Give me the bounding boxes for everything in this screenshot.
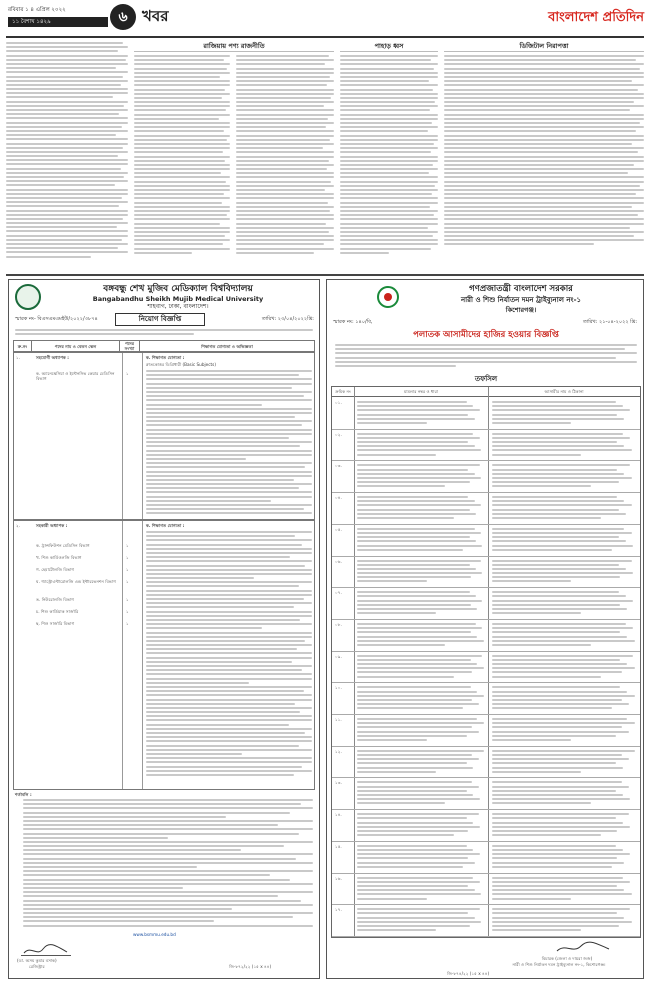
post-1-qual-text bbox=[146, 370, 312, 518]
brand-logo bbox=[520, 4, 644, 32]
tribunal-location: কিশোরগঞ্জ। bbox=[505, 306, 537, 314]
schedule-row-text bbox=[492, 781, 636, 808]
post-block-2 bbox=[13, 520, 315, 790]
post-2-number: ২. bbox=[16, 523, 21, 528]
article-heading-3 bbox=[340, 40, 438, 52]
schedule-row-text bbox=[357, 686, 485, 713]
page-number-badge bbox=[110, 4, 136, 30]
schedule-row-text bbox=[492, 528, 636, 555]
schedule-row-number: ০৬. bbox=[335, 558, 342, 564]
schedule-row-text bbox=[357, 623, 485, 650]
schedule-row-text bbox=[492, 686, 636, 713]
schedule-row-number: ১০. bbox=[335, 685, 342, 691]
date-line-2 bbox=[8, 17, 108, 27]
tribunal-signer-office: নারী ও শিশু নির্যাতন দমন ট্রাইব্যুনাল নং-১, কিশোরগঞ্জ। bbox=[512, 962, 606, 967]
notice-title bbox=[115, 313, 205, 326]
schedule-row bbox=[332, 874, 640, 906]
schedule-row bbox=[332, 557, 640, 589]
schedule-header-no: ক্রমিক নং bbox=[335, 389, 351, 394]
recruitment-table bbox=[13, 340, 315, 352]
schedule-row bbox=[332, 430, 640, 462]
university-title-en: Bangabandhu Sheikh Mujib Medical University bbox=[92, 295, 264, 303]
schedule-row-text bbox=[357, 845, 485, 872]
schedule-row-number: ১৩. bbox=[335, 780, 342, 786]
dept-2-count: ১ bbox=[126, 555, 129, 560]
government-emblem bbox=[377, 286, 399, 308]
tribunal-signer-title: বিচারক (জেলা ও দায়রা জজ) bbox=[541, 956, 593, 961]
schedule-row-text bbox=[357, 655, 485, 682]
news-bottom-rule bbox=[6, 274, 644, 276]
schedule-row-text bbox=[357, 813, 485, 840]
schedule-row bbox=[332, 905, 640, 937]
article-column-2a bbox=[134, 55, 230, 268]
article-column-3 bbox=[340, 55, 438, 268]
schedule-row bbox=[332, 747, 640, 779]
tribunal-name: নারী ও শিশু নির্যাতন দমন ট্রাইব্যুনাল নং-১ bbox=[460, 296, 582, 304]
post-2-qual-heading: ক. শিক্ষাগত যোগ্যতা : bbox=[146, 523, 185, 528]
notice-date: তারিখ: ২৩/০৪/২০২২খ্রি: bbox=[261, 316, 314, 322]
schedule-row-number: ০১. bbox=[335, 400, 342, 405]
schedule-row-text bbox=[357, 528, 485, 555]
schedule-row-number: ১২. bbox=[335, 748, 342, 754]
heading-2-text: রাজিয়ায় পণ্য রাজনীতি bbox=[203, 42, 265, 50]
schedule-row-text bbox=[357, 781, 485, 808]
schedule-row bbox=[332, 588, 640, 620]
signer-title: রেজিস্ট্রার bbox=[29, 964, 45, 969]
dept-4-count: ১ bbox=[126, 579, 129, 584]
schedule-row bbox=[332, 398, 640, 430]
university-address: শাহবাগ, ঢাকা, বাংলাদেশ। bbox=[147, 303, 209, 310]
dept-3-count: ১ bbox=[126, 567, 129, 572]
post-block-1 bbox=[13, 352, 315, 520]
ad-code-left: জি-৮৭২/২২ (১৫ x ৪৪) bbox=[229, 964, 272, 969]
schedule-row bbox=[332, 778, 640, 810]
post-2-qual-text bbox=[146, 531, 312, 786]
recruitment-ad bbox=[8, 279, 320, 979]
dept-5-count: ১ bbox=[126, 597, 129, 602]
schedule-row-text bbox=[492, 591, 636, 618]
schedule-row-text bbox=[492, 464, 636, 491]
schedule-row-text bbox=[357, 908, 485, 935]
dept-6-count: ১ bbox=[126, 609, 129, 614]
schedule-row-text bbox=[492, 877, 636, 904]
schedule-row-text bbox=[357, 591, 485, 618]
schedule-row bbox=[332, 842, 640, 874]
schedule-row-text bbox=[492, 813, 636, 840]
schedule-row-text bbox=[492, 401, 636, 428]
schedule-row-text bbox=[357, 718, 485, 745]
university-title-bn: বঙ্গবন্ধু শেখ মুজিব মেডিক্যাল বিশ্ববিদ্যালয় bbox=[103, 284, 253, 294]
section-label: খবর bbox=[142, 7, 169, 25]
schedule-row-text bbox=[492, 496, 636, 523]
article-heading-4 bbox=[444, 40, 644, 52]
date-text: রবিবার ১ ৪ এপ্রিল ২০২২ bbox=[8, 7, 66, 13]
schedule-row-text bbox=[492, 655, 636, 682]
dept-2: খ. শিশু কার্ডিওলজি বিভাগ bbox=[36, 555, 82, 560]
dept-1-count: ১ bbox=[126, 543, 129, 548]
schedule-row-number: ০২. bbox=[335, 431, 342, 437]
schedule-row-number: ০৭. bbox=[335, 590, 342, 596]
page-number: ৬ bbox=[118, 9, 128, 25]
conditions-block bbox=[13, 792, 315, 942]
schedule-row bbox=[332, 525, 640, 557]
article-column-2b bbox=[236, 55, 334, 268]
schedule-row bbox=[332, 810, 640, 842]
dept-6: চ. শিশু কার্ডিয়াক সার্জারি bbox=[36, 609, 79, 614]
tribunal-notice-title: পলাতক আসামীদের হাজির হওয়ার বিজ্ঞপ্তি bbox=[413, 330, 559, 340]
schedule-row-number: ১৭. bbox=[335, 907, 342, 913]
table-header-row bbox=[14, 341, 315, 352]
ad-code-right: জি-৮৭৪/২২ (১৫ x ৪৪) bbox=[447, 971, 490, 976]
schedule-row bbox=[332, 461, 640, 493]
schedule-row bbox=[332, 620, 640, 652]
schedule-row-number: ০৯. bbox=[335, 653, 342, 659]
dept-3: গ. হেমাটোলজি বিভাগ bbox=[36, 567, 75, 572]
post-1-number: ১. bbox=[16, 355, 21, 360]
tribunal-date: তারিখ: ২১-০৪-২০২২ খ্রি: bbox=[583, 319, 637, 325]
schedule-row-text bbox=[492, 908, 636, 935]
post-1-subtitle: ক. অ্যানেস্থেসিয়া ও ইন্টেনসিভ কেয়ার মেডিসিন বিভাগ bbox=[36, 371, 115, 381]
masthead-rule bbox=[6, 36, 644, 38]
article-column-1 bbox=[6, 42, 128, 268]
dept-5: ঙ. নিউরোলজি বিভাগ bbox=[36, 597, 74, 602]
schedule-rows bbox=[332, 398, 640, 937]
table-header-no: ক্র.নং bbox=[14, 341, 32, 352]
schedule-row-text bbox=[357, 560, 485, 587]
schedule-header-row bbox=[332, 387, 640, 397]
schedule-row-number: ১৫. bbox=[335, 843, 342, 849]
memo-number: স্মারক নং- বিএসএমএমইউ/২০২২/৩৮৭৪ bbox=[15, 316, 98, 322]
schedule-row bbox=[332, 652, 640, 684]
news-area bbox=[6, 40, 644, 272]
section-title bbox=[142, 6, 168, 26]
signature-right bbox=[553, 940, 613, 954]
post-1-count: ১ bbox=[126, 371, 129, 376]
post-1-qual-sub: স্নাতকোত্তর ডিগ্রিধারী (Basic Subjects) bbox=[146, 362, 216, 367]
post-1-qual-heading: ক. শিক্ষাগত যোগ্যতা : bbox=[146, 355, 185, 360]
signature-left bbox=[21, 942, 71, 956]
dept-7: ছ. শিশু সার্জারি বিভাগ bbox=[36, 621, 75, 626]
tribunal-notice bbox=[326, 279, 644, 979]
schedule-row-number: ১৪. bbox=[335, 812, 342, 818]
article-heading-2 bbox=[134, 40, 334, 52]
brand-text: বাংলাদেশ প্রতিদিন bbox=[548, 10, 644, 25]
schedule-row bbox=[332, 715, 640, 747]
schedule-row-number: ০৮. bbox=[335, 621, 342, 627]
schedule-row-number: ১১. bbox=[335, 717, 342, 723]
tribunal-memo: স্মারক নং: ১৪০/বি, bbox=[333, 319, 373, 325]
schedule-row-text bbox=[492, 433, 636, 460]
conditions-label: শর্তাবলি : bbox=[15, 792, 32, 797]
conditions-text bbox=[23, 799, 313, 939]
schedule-row-text bbox=[492, 623, 636, 650]
schedule-row-text bbox=[492, 718, 636, 745]
schedule-row-number: ০৪. bbox=[335, 495, 342, 501]
schedule-row-number: ১৬. bbox=[335, 875, 342, 881]
schedule-row-text bbox=[357, 464, 485, 491]
schedule-row-number: ০৩. bbox=[335, 463, 342, 469]
dept-1: ক. ট্রান্সফিউশন মেডিসিন বিভাগ bbox=[36, 543, 90, 548]
schedule-row bbox=[332, 683, 640, 715]
schedule-row-text bbox=[357, 401, 485, 428]
post-2-title: সহকারী অধ্যাপক : bbox=[36, 523, 68, 528]
website-link[interactable]: www.bsmmu.edu.bd bbox=[133, 932, 176, 937]
signer-name: (ডা. অসম কুমার বসাক) bbox=[17, 958, 57, 963]
schedule-row-text bbox=[492, 845, 636, 872]
schedule-row-number: ০৫. bbox=[335, 526, 342, 532]
schedule-row-text bbox=[492, 750, 636, 777]
dept-4: ঘ. গ্যাস্ট্রোএন্টারোলজি এন্ড ইন্টারভেনশন বিভাগ bbox=[36, 579, 116, 584]
article-column-4 bbox=[444, 55, 644, 268]
table-header-count: পদের সংখ্যা bbox=[120, 341, 140, 352]
tribunal-intro bbox=[335, 344, 637, 374]
date-text-2: ১১ বৈশাখ ১৪২৯ bbox=[12, 19, 51, 25]
post-1-title: সহযোগী অধ্যাপক : bbox=[36, 355, 69, 360]
university-logo bbox=[15, 284, 41, 310]
signature-scribble-icon bbox=[21, 943, 71, 957]
schedule-row-text bbox=[492, 560, 636, 587]
table-header-qual: শিক্ষাগত যোগ্যতা ও অভিজ্ঞতা bbox=[140, 341, 315, 352]
schedule-row-text bbox=[357, 496, 485, 523]
signature-scribble-icon-right bbox=[553, 941, 613, 955]
schedule-header-case: মামলার নম্বর ও ধারা bbox=[404, 389, 438, 394]
date-line bbox=[8, 6, 108, 15]
masthead bbox=[0, 0, 650, 36]
ad-intro bbox=[15, 329, 313, 339]
schedule-table bbox=[331, 386, 641, 938]
schedule-header-accused: আসামীর নাম ও ঠিকানা bbox=[544, 389, 584, 394]
heading-4-text: ডিজিটাল নিরাপত্তা bbox=[519, 42, 569, 50]
notice-title-text: নিয়োগ বিজ্ঞপ্তি bbox=[138, 315, 182, 323]
dept-7-count: ১ bbox=[126, 621, 129, 626]
schedule-row bbox=[332, 493, 640, 525]
schedule-row-text bbox=[357, 877, 485, 904]
schedule-title: তফসিল bbox=[474, 375, 498, 383]
schedule-row-text bbox=[357, 433, 485, 460]
heading-3-text: পাহাড় ধ্বস bbox=[374, 42, 404, 50]
gov-title: গণপ্রজাতন্ত্রী বাংলাদেশ সরকার bbox=[469, 284, 573, 294]
schedule-row-text bbox=[357, 750, 485, 777]
table-header-post: পদের নাম ও বেতন স্কেল bbox=[32, 341, 120, 352]
